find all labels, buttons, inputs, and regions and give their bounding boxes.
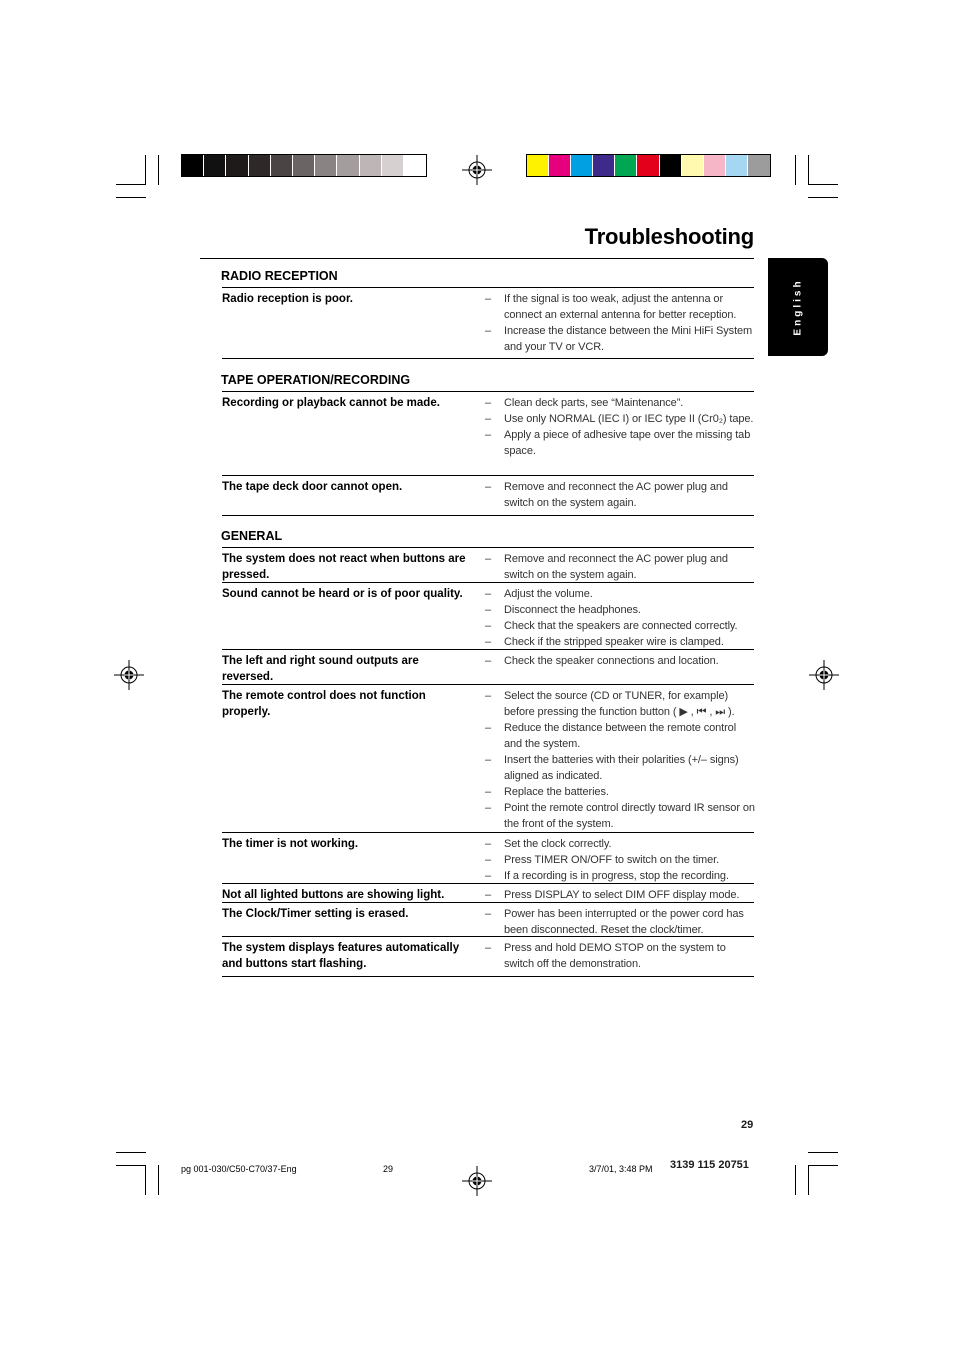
problem-text: The system displays features automatically and buttons start flashing.	[222, 942, 460, 970]
problem-text: Sound cannot be heard or is of poor quality.	[222, 588, 463, 600]
solution-item: – Press DISPLAY to select DIM OFF display mode.	[484, 887, 756, 903]
color-calibration-bar	[526, 154, 771, 177]
table-row	[222, 391, 754, 475]
crop-mark	[116, 1165, 146, 1166]
calibration-swatch	[527, 155, 549, 176]
solution-item: – Replace the batteries.	[484, 784, 756, 800]
language-tab-label: English	[792, 278, 804, 336]
footer-part-number: 3139 115 20751	[670, 1159, 749, 1171]
calibration-swatch	[271, 155, 293, 176]
calibration-swatch	[204, 155, 226, 176]
language-tab	[768, 258, 828, 356]
solution-item: – Check if the stripped speaker wire is clamped.	[484, 634, 756, 650]
calibration-swatch	[748, 155, 770, 176]
footer-filename: pg 001-030/C50-C70/37-Eng	[181, 1164, 297, 1174]
calibration-swatch	[315, 155, 337, 176]
table-row	[222, 936, 754, 977]
calibration-swatch	[382, 155, 404, 176]
solution-list	[484, 551, 756, 583]
footer-datetime: 3/7/01, 3:48 PM	[589, 1164, 653, 1174]
section-heading-general: GENERAL	[221, 529, 283, 543]
page-number: 29	[741, 1119, 754, 1131]
table-row	[222, 582, 754, 649]
crop-mark	[808, 155, 809, 185]
calibration-swatch	[226, 155, 248, 176]
crop-mark	[808, 197, 838, 198]
problem-text: Recording or playback cannot be made.	[222, 397, 440, 409]
solution-item: – Disconnect the headphones.	[484, 602, 756, 618]
section-heading-radio-reception: RADIO RECEPTION	[221, 269, 338, 283]
crop-mark	[808, 184, 838, 185]
solution-list	[484, 291, 756, 355]
solution-list	[484, 836, 756, 884]
solution-item: – If the signal is too weak, adjust the antenna or connect an external antenna for better reception.	[484, 291, 756, 323]
calibration-swatch	[337, 155, 359, 176]
solution-item: – Point the remote control directly toward IR sensor on the front of the system.	[484, 800, 756, 832]
crop-mark	[808, 1165, 809, 1195]
crop-mark	[145, 1165, 146, 1195]
crop-mark	[795, 155, 796, 185]
crop-mark	[116, 1152, 146, 1153]
calibration-swatch	[404, 155, 426, 176]
solution-list	[484, 688, 756, 832]
solution-list	[484, 479, 756, 511]
footer-sheet-number: 29	[383, 1164, 394, 1174]
solution-item: – Press and hold DEMO STOP on the system to switch off the demonstration.	[484, 940, 756, 972]
section-heading-tape-operation: TAPE OPERATION/RECORDING	[221, 373, 411, 387]
solution-item: – Set the clock correctly.	[484, 836, 756, 852]
table-row	[222, 287, 754, 359]
table-row	[222, 883, 754, 902]
calibration-swatch	[549, 155, 571, 176]
solution-item: – Remove and reconnect the AC power plug and switch on the system again.	[484, 551, 756, 583]
solution-list	[484, 940, 756, 972]
solution-item: – Power has been interrupted or the power cord has been disconnected. Reset the clock/timer.	[484, 906, 756, 938]
problem-text: The remote control does not function properly.	[222, 690, 426, 718]
problem-text: The system does not react when buttons are pressed.	[222, 553, 466, 581]
crop-mark	[795, 1165, 796, 1195]
table-row	[222, 684, 754, 832]
calibration-swatch	[682, 155, 704, 176]
calibration-swatch	[726, 155, 748, 176]
calibration-swatch	[660, 155, 682, 176]
solution-item: – Apply a piece of adhesive tape over the missing tab space.	[484, 427, 756, 459]
solution-list	[484, 887, 756, 903]
crop-mark	[158, 1165, 159, 1195]
solution-item: – If a recording is in progress, stop the recording.	[484, 868, 756, 884]
crop-mark	[145, 155, 146, 185]
registration-mark-icon	[462, 155, 492, 185]
table-row	[222, 547, 754, 582]
crop-mark	[116, 197, 146, 198]
calibration-swatch	[615, 155, 637, 176]
solution-item: – Adjust the volume.	[484, 586, 756, 602]
calibration-swatch	[571, 155, 593, 176]
solution-item: – Check that the speakers are connected correctly.	[484, 618, 756, 634]
solution-item: – Use only NORMAL (IEC I) or IEC type II (Cr0₂) tape.	[484, 411, 756, 427]
calibration-swatch	[637, 155, 659, 176]
solution-item: – Increase the distance between the Mini HiFi System and your TV or VCR.	[484, 323, 756, 355]
table-row	[222, 649, 754, 684]
crop-mark	[158, 155, 159, 185]
calibration-swatch	[182, 155, 204, 176]
registration-mark-icon	[462, 1166, 492, 1196]
problem-text: The tape deck door cannot open.	[222, 481, 403, 493]
problem-text: The left and right sound outputs are reversed.	[222, 655, 419, 683]
crop-mark	[808, 1165, 838, 1166]
solution-list	[484, 395, 756, 459]
registration-mark-icon	[809, 660, 839, 690]
page-title: Troubleshooting	[584, 224, 754, 249]
solution-list	[484, 586, 756, 650]
table-row	[222, 902, 754, 936]
solution-item: – Insert the batteries with their polarities (+/– signs) aligned as indicated.	[484, 752, 756, 784]
solution-item: – Press TIMER ON/OFF to switch on the timer.	[484, 852, 756, 868]
crop-mark	[116, 184, 146, 185]
solution-list	[484, 653, 756, 669]
grayscale-calibration-bar	[181, 154, 427, 177]
solution-list	[484, 906, 756, 938]
title-rule	[200, 258, 754, 259]
problem-text: Not all lighted buttons are showing light.	[222, 889, 445, 901]
registration-mark-icon	[114, 660, 144, 690]
calibration-swatch	[704, 155, 726, 176]
problem-text: Radio reception is poor.	[222, 293, 353, 305]
solution-item: – Remove and reconnect the AC power plug and switch on the system again.	[484, 479, 756, 511]
solution-item: – Check the speaker connections and location.	[484, 653, 756, 669]
table-row	[222, 832, 754, 883]
calibration-swatch	[293, 155, 315, 176]
crop-mark	[808, 1152, 838, 1153]
calibration-swatch	[360, 155, 382, 176]
calibration-swatch	[249, 155, 271, 176]
table-row	[222, 475, 754, 516]
problem-text: The Clock/Timer setting is erased.	[222, 908, 409, 920]
solution-item: – Select the source (CD or TUNER, for example) before pressing the function button ( ▶ , ⏮ , ⏭ ).	[484, 688, 756, 720]
solution-item: – Reduce the distance between the remote control and the system.	[484, 720, 756, 752]
solution-item: – Clean deck parts, see “Maintenance”.	[484, 395, 756, 411]
calibration-swatch	[593, 155, 615, 176]
problem-text: The timer is not working.	[222, 838, 359, 850]
